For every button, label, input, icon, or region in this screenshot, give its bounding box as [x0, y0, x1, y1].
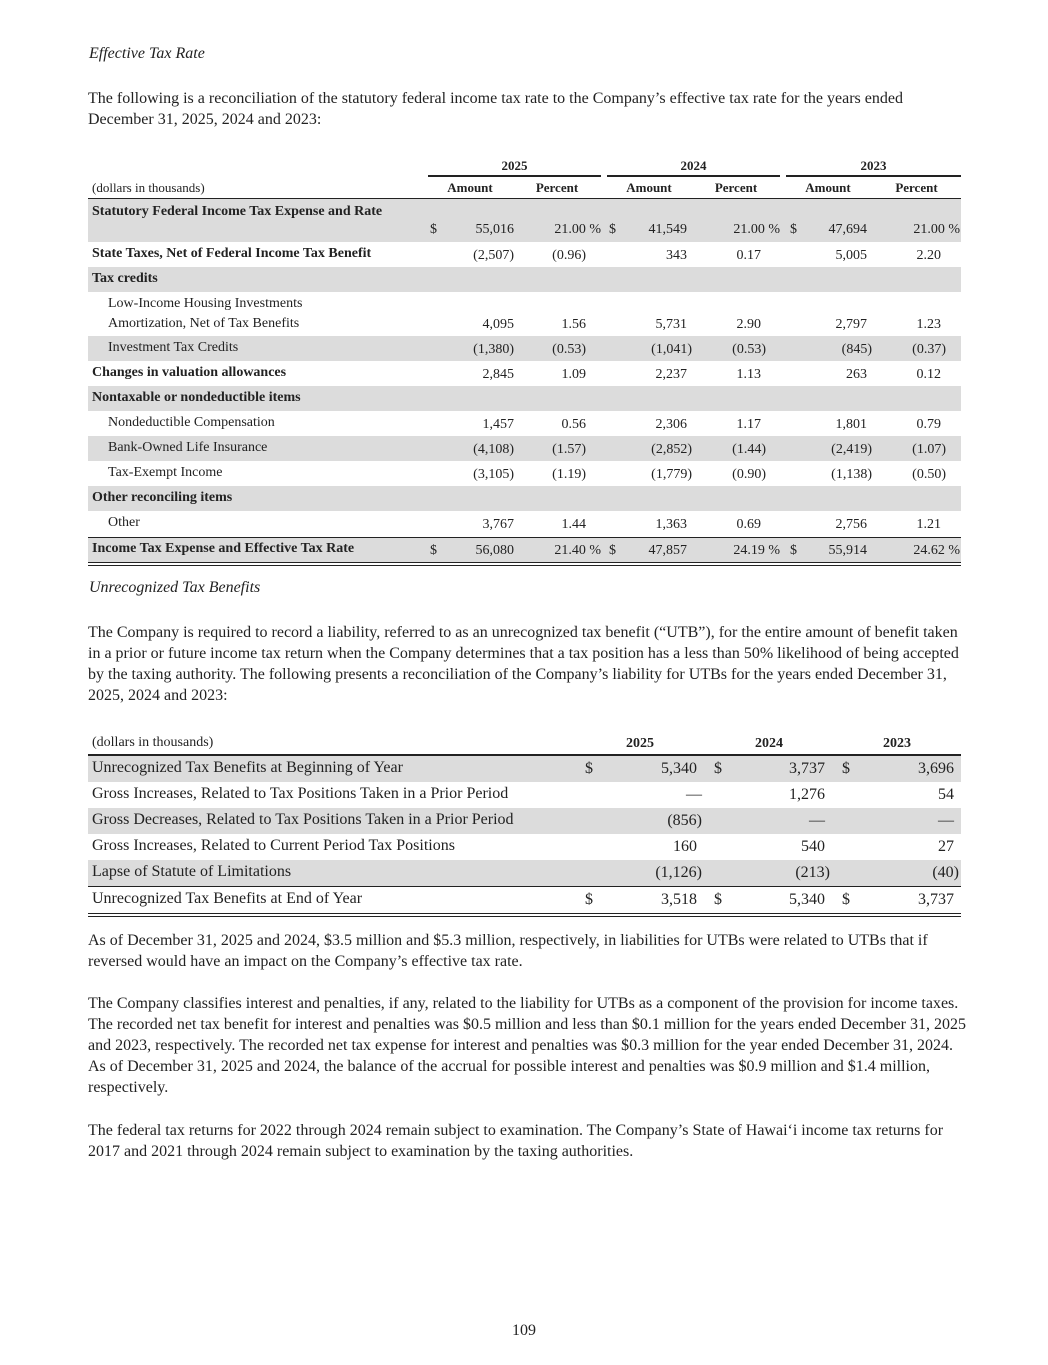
percent-2025: (1.57) [552, 442, 586, 457]
percent-2025: 1.44 [561, 517, 586, 532]
row-label: Nondeductible Compensation [108, 415, 275, 430]
table-row [88, 242, 961, 267]
row-label: Tax-Exempt Income [108, 465, 223, 480]
percent-2025: (0.53) [552, 342, 586, 357]
amount-2023: (2,419) [831, 442, 872, 457]
row-label: State Taxes, Net of Federal Income Tax Benefit [92, 246, 372, 261]
amount-2025: (2,507) [473, 248, 514, 263]
value-2023: 27 [938, 838, 954, 855]
value-2025: (856) [667, 812, 702, 829]
table-row [88, 292, 961, 336]
percent-2024: (1.44) [732, 442, 766, 457]
percent-2024: (0.90) [732, 467, 766, 482]
table-row [88, 756, 961, 782]
table-row [88, 782, 961, 808]
row-label: Gross Decreases, Related to Tax Positions Taken in a Prior Period [92, 811, 514, 828]
amount-2024: 41,549 [648, 222, 687, 237]
row-label: Low-Income Housing Investments [108, 296, 303, 311]
intro-paragraph-utb: The Company is required to record a liability, referred to as an unrecognized tax benefit (“UTB”), for the entire amount of benefit taken in a prior or future income tax return when the Company determines that a tax position has a less than 50% likelihood of being accepted by the taxing authority. The following presents a reconciliation of the Company’s liability for UTBs for the years ended December 31, 2025, 2024 and 2023: [88, 624, 959, 704]
percent-2024: 24.19 % [733, 543, 780, 558]
percent-2023: 1.23 [916, 317, 941, 332]
percent-2024: 1.17 [736, 417, 761, 432]
amount-2023: 1,801 [835, 417, 867, 432]
row-label: Other reconciling items [92, 490, 233, 505]
value-2023: 3,696 [918, 760, 954, 777]
currency-symbol: $ [430, 543, 437, 558]
amount-header: Amount [805, 180, 851, 195]
currency-symbol: $ [609, 222, 616, 237]
value-2025: 3,518 [661, 891, 697, 908]
table-row [88, 361, 961, 386]
amount-2025: 56,080 [475, 543, 514, 558]
row-label: Bank-Owned Life Insurance [108, 440, 268, 455]
value-2025: (1,126) [655, 864, 702, 881]
amount-2025: 2,845 [482, 367, 514, 382]
table-row [88, 808, 961, 834]
table-row [88, 436, 961, 461]
percent-2023: 24.62 % [913, 543, 960, 558]
double-rule [88, 913, 961, 914]
percent-2023: 0.79 [916, 417, 941, 432]
amount-2025: 1,457 [482, 417, 514, 432]
value-2024: 3,737 [789, 760, 825, 777]
percent-2024: 2.90 [736, 317, 761, 332]
amount-2024: 2,237 [655, 367, 687, 382]
value-2024: (213) [795, 864, 830, 881]
units-label: (dollars in thousands) [92, 735, 214, 750]
table-row [88, 860, 961, 886]
value-2024: 540 [801, 838, 825, 855]
currency-symbol: $ [842, 760, 850, 777]
currency-symbol: $ [609, 543, 616, 558]
percent-header: Percent [535, 180, 579, 195]
amount-2023: (845) [841, 342, 872, 357]
percent-2023: 2.20 [916, 248, 941, 263]
percent-2024: 0.17 [736, 248, 761, 263]
table-row [88, 386, 961, 411]
row-label: Lapse of Statute of Limitations [92, 863, 292, 880]
currency-symbol: $ [842, 891, 850, 908]
amount-header: Amount [626, 180, 672, 195]
paragraph-interest-penalties: The Company classifies interest and penalties, if any, related to the liability for UTBs as a component of the provision for income taxes. The recorded net tax benefit for interest and penalties was $0.5 million and less than $0.1 million for the years ended December 31, 2025 and 2023, respectively. The recorded net tax expense for interest and penalties was $0.3 million for the year ended December 31, 2024. As of December 31, 2025 and 2024, the balance of the accrual for possible interest and penalties was $0.9 million and $1.4 million, respectively. [88, 995, 966, 1096]
percent-header: Percent [895, 180, 938, 195]
amount-2024: 1,363 [655, 517, 687, 532]
amount-2024: (1,041) [651, 342, 692, 357]
currency-symbol: $ [714, 891, 722, 908]
value-2025: — [686, 786, 702, 803]
value-2023: 54 [938, 786, 954, 803]
row-label: Changes in valuation allowances [92, 365, 287, 380]
row-label: Statutory Federal Income Tax Expense and Rate [92, 204, 383, 219]
currency-symbol: $ [430, 222, 437, 237]
paragraph-examination: The federal tax returns for 2022 through 2024 remain subject to examination. The Company’s State of Hawai‘i income tax returns for 2017 and 2021 through 2024 remain subject to examination by the taxing authorities. [88, 1122, 944, 1160]
percent-2023: (0.50) [912, 467, 946, 482]
percent-2025: 1.56 [561, 317, 586, 332]
percent-2023: 1.21 [916, 517, 941, 532]
amount-2023: 47,694 [828, 222, 867, 237]
amount-2023: 263 [846, 367, 867, 382]
year-header-2023: 2023 [860, 158, 887, 173]
double-rule [88, 565, 961, 566]
amount-2024: 2,306 [655, 417, 687, 432]
table-row [88, 486, 961, 511]
amount-2025: 3,767 [482, 517, 514, 532]
percent-header: Percent [714, 180, 758, 195]
table-row [88, 336, 961, 361]
currency-symbol: $ [585, 760, 593, 777]
amount-header: Amount [447, 180, 493, 195]
intro-paragraph-effective-tax-rate: The following is a reconciliation of the statutory federal income tax rate to the Company’s effective tax rate for the years ended December 31, 2025, 2024 and 2023: [88, 90, 903, 128]
row-label: Tax credits [92, 271, 158, 286]
table-row [88, 834, 961, 860]
amount-2025: 55,016 [475, 222, 514, 237]
percent-2025: (0.96) [552, 248, 586, 263]
amount-2024: 343 [666, 248, 687, 263]
value-2023: (40) [932, 864, 959, 881]
value-2023: — [938, 812, 954, 829]
percent-2024: 0.69 [736, 517, 761, 532]
section-heading-effective-tax-rate: Effective Tax Rate [89, 45, 205, 62]
percent-2024: 1.13 [736, 367, 761, 382]
percent-2023: 0.12 [916, 367, 941, 382]
percent-2025: 1.09 [561, 367, 586, 382]
amount-2023: 5,005 [835, 248, 867, 263]
section-heading-unrecognized-tax-benefits: Unrecognized Tax Benefits [89, 579, 261, 596]
value-2024: — [809, 812, 825, 829]
percent-2023: (1.07) [912, 442, 946, 457]
value-2025: 160 [673, 838, 697, 855]
year-underline [786, 175, 961, 177]
currency-symbol: $ [790, 543, 797, 558]
amount-2024: 47,857 [648, 543, 687, 558]
percent-2024: (0.53) [732, 342, 766, 357]
currency-symbol: $ [585, 891, 593, 908]
row-label: Nontaxable or nondeductible items [92, 390, 301, 405]
paragraph-utb-impact: As of December 31, 2025 and 2024, $3.5 million and $5.3 million, respectively, in liabilities for UTBs were related to UTBs that if reversed would have an impact on the Company’s effective tax rate. [88, 932, 928, 970]
amount-2023: 55,914 [828, 543, 867, 558]
table-row [88, 267, 961, 292]
percent-2025: 21.40 % [554, 543, 601, 558]
value-2024: 5,340 [789, 891, 825, 908]
amount-2025: (4,108) [473, 442, 514, 457]
double-rule [88, 562, 961, 563]
value-2023: 3,737 [918, 891, 954, 908]
page-number: 109 [512, 1322, 536, 1339]
percent-2025: (1.19) [552, 467, 586, 482]
year-underline [607, 175, 780, 177]
row-label: Investment Tax Credits [108, 340, 239, 355]
year-header-2024: 2024 [680, 158, 707, 173]
table-row-total [88, 538, 961, 562]
amount-2025: (3,105) [473, 467, 514, 482]
amount-2024: (2,852) [651, 442, 692, 457]
row-label: Amortization, Net of Tax Benefits [108, 316, 300, 331]
percent-2025: 0.56 [561, 417, 586, 432]
table-row [88, 411, 961, 436]
year-header-2023: 2023 [883, 736, 911, 751]
amount-2025: (1,380) [473, 342, 514, 357]
table-row [88, 461, 961, 486]
value-2025: 5,340 [661, 760, 697, 777]
row-label: Other [108, 515, 140, 530]
row-label: Unrecognized Tax Benefits at Beginning of Year [92, 759, 403, 776]
row-label: Unrecognized Tax Benefits at End of Year [92, 890, 363, 907]
units-label: (dollars in thousands) [92, 180, 205, 195]
amount-2023: 2,756 [835, 517, 867, 532]
row-label: Gross Increases, Related to Current Period Tax Positions [92, 837, 455, 854]
amount-2024: 5,731 [655, 317, 687, 332]
percent-2025: 21.00 % [554, 222, 601, 237]
amount-2023: (1,138) [831, 467, 872, 482]
percent-2024: 21.00 % [733, 222, 780, 237]
amount-2023: 2,797 [835, 317, 867, 332]
year-header-2024: 2024 [755, 736, 783, 751]
table-row [88, 511, 961, 536]
percent-2023: (0.37) [912, 342, 946, 357]
row-label: Income Tax Expense and Effective Tax Rate [92, 541, 355, 556]
amount-2024: (1,779) [651, 467, 692, 482]
table-row [88, 199, 961, 242]
row-label: Gross Increases, Related to Tax Positions Taken in a Prior Period [92, 785, 509, 802]
table-row-total [88, 887, 961, 913]
double-rule [88, 916, 961, 917]
currency-symbol: $ [790, 222, 797, 237]
value-2024: 1,276 [789, 786, 825, 803]
year-header-2025: 2025 [501, 158, 528, 173]
amount-2025: 4,095 [482, 317, 514, 332]
percent-2023: 21.00 % [913, 222, 960, 237]
year-header-2025: 2025 [626, 736, 654, 751]
year-underline [428, 175, 601, 177]
currency-symbol: $ [714, 760, 722, 777]
